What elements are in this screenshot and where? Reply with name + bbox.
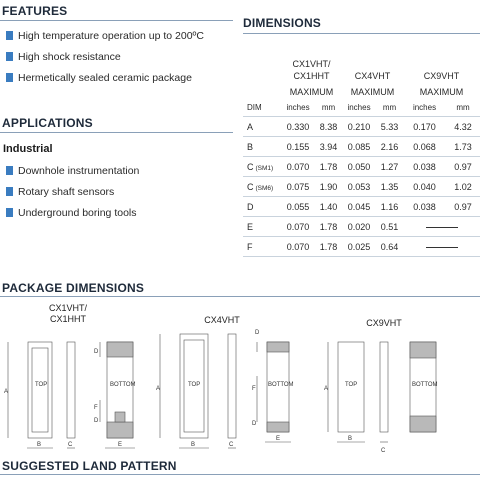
cx4-label-e: E bbox=[276, 436, 281, 442]
package-drawing-cx9 bbox=[328, 342, 436, 442]
cx1-label-top: TOP bbox=[35, 382, 48, 388]
cx4-label-d2: D bbox=[252, 421, 257, 427]
model-header: CX9VHT MAXIMUM bbox=[419, 71, 464, 97]
cx1-pad-bottom bbox=[107, 422, 133, 438]
dimension-row: E 0.070 1.78 0.020 0.51 bbox=[243, 217, 480, 237]
cx1-label-c: C bbox=[68, 442, 73, 448]
land-pattern-rule bbox=[0, 474, 480, 475]
package-drawing-cx4 bbox=[160, 334, 291, 448]
cx9-pad-top bbox=[410, 342, 436, 358]
cx1-label-bottom: BOTTOM bbox=[110, 382, 136, 388]
package-dimensions-title: PACKAGE DIMENSIONS bbox=[2, 281, 145, 295]
application-item: Downhole instrumentation bbox=[6, 164, 139, 185]
cx4-label-a: A bbox=[156, 386, 161, 392]
cx4-label-b: B bbox=[191, 442, 196, 448]
cx1-top-view bbox=[28, 342, 52, 438]
cx1-label-e: E bbox=[118, 442, 123, 448]
cx4-label-top: TOP bbox=[188, 382, 201, 388]
package-drawing-cx1 bbox=[8, 342, 135, 448]
dimensions-rule bbox=[243, 33, 480, 34]
feature-item: High temperature operation up to 200ºC bbox=[6, 29, 204, 50]
cx1-label-f: F bbox=[94, 405, 98, 411]
units-header-row: DIM inches mm inches mm inches mm bbox=[243, 98, 480, 117]
package-dimensions-rule bbox=[0, 296, 480, 297]
cx1-label-d2: D bbox=[94, 418, 99, 424]
package-drawings bbox=[0, 316, 480, 456]
cx9-side-view bbox=[380, 342, 388, 432]
cx1-top-inner bbox=[32, 348, 48, 432]
application-item: Underground boring tools bbox=[6, 206, 139, 227]
package-label-cx9: CX9VHT bbox=[366, 318, 402, 328]
cx4-side-view bbox=[228, 334, 236, 438]
features-rule bbox=[0, 20, 233, 21]
cx4-label-c: C bbox=[229, 442, 234, 448]
applications-subtitle: Industrial bbox=[3, 143, 53, 155]
dimension-row: C (SM1) 0.070 1.78 0.050 1.27 0.038 0.97 bbox=[243, 157, 480, 177]
bullet-square-icon bbox=[6, 166, 13, 175]
dimension-row: B 0.155 3.94 0.085 2.16 0.068 1.73 bbox=[243, 137, 480, 157]
cx9-pad-bottom bbox=[410, 416, 436, 432]
cx1-pad-top bbox=[107, 342, 133, 357]
not-applicable-dash bbox=[426, 227, 458, 228]
cx4-label-f: F bbox=[252, 386, 256, 392]
bullet-square-icon bbox=[6, 187, 13, 196]
land-pattern-title: SUGGESTED LAND PATTERN bbox=[2, 459, 177, 473]
model-header-row bbox=[243, 58, 480, 98]
cx9-label-bottom: BOTTOM bbox=[412, 382, 438, 388]
cx9-label-b: B bbox=[348, 436, 353, 442]
bullet-square-icon bbox=[6, 73, 13, 82]
cx1-label-a: A bbox=[4, 389, 9, 395]
cx1-label-d1: D bbox=[94, 349, 99, 355]
cx4-label-d1: D bbox=[255, 330, 260, 336]
cx9-label-top: TOP bbox=[345, 382, 358, 388]
dimension-row: C (SM6) 0.075 1.90 0.053 1.35 0.040 1.02 bbox=[243, 177, 480, 197]
bullet-square-icon bbox=[6, 31, 13, 40]
cx1-pad-center bbox=[115, 412, 125, 422]
package-label-cx4: CX4VHT bbox=[204, 315, 240, 325]
application-item: Rotary shaft sensors bbox=[6, 185, 139, 206]
features-title: FEATURES bbox=[2, 4, 68, 18]
cx1-side-view bbox=[67, 342, 75, 438]
feature-item: High shock resistance bbox=[6, 50, 204, 71]
not-applicable-dash bbox=[426, 247, 458, 248]
bullet-square-icon bbox=[6, 52, 13, 61]
cx4-pad-bottom bbox=[267, 422, 289, 432]
applications-rule bbox=[0, 132, 233, 133]
cx1-label-b: B bbox=[37, 442, 42, 448]
dimensions-title: DIMENSIONS bbox=[243, 16, 322, 30]
dimension-row: D 0.055 1.40 0.045 1.16 0.038 0.97 bbox=[243, 197, 480, 217]
package-label-cx1: CX1VHT/ CX1HHT bbox=[48, 303, 87, 324]
cx4-label-bottom: BOTTOM bbox=[268, 382, 294, 388]
model-header: CX4VHT MAXIMUM bbox=[350, 71, 395, 97]
cx9-label-c: C bbox=[381, 448, 386, 454]
cx4-pad-top bbox=[267, 342, 289, 352]
feature-item: Hermetically sealed ceramic package bbox=[6, 71, 204, 92]
features-list bbox=[6, 29, 204, 92]
dimensions-table bbox=[243, 58, 480, 257]
bullet-square-icon bbox=[6, 208, 13, 217]
dimension-row: A 0.330 8.38 0.210 5.33 0.170 4.32 bbox=[243, 117, 480, 137]
cx9-label-a: A bbox=[324, 386, 329, 392]
dimension-row: F 0.070 1.78 0.025 0.64 bbox=[243, 237, 480, 257]
model-header: CX1VHT/ CX1HHT MAXIMUM bbox=[289, 59, 334, 97]
applications-list bbox=[6, 164, 139, 227]
applications-title: APPLICATIONS bbox=[2, 116, 93, 130]
